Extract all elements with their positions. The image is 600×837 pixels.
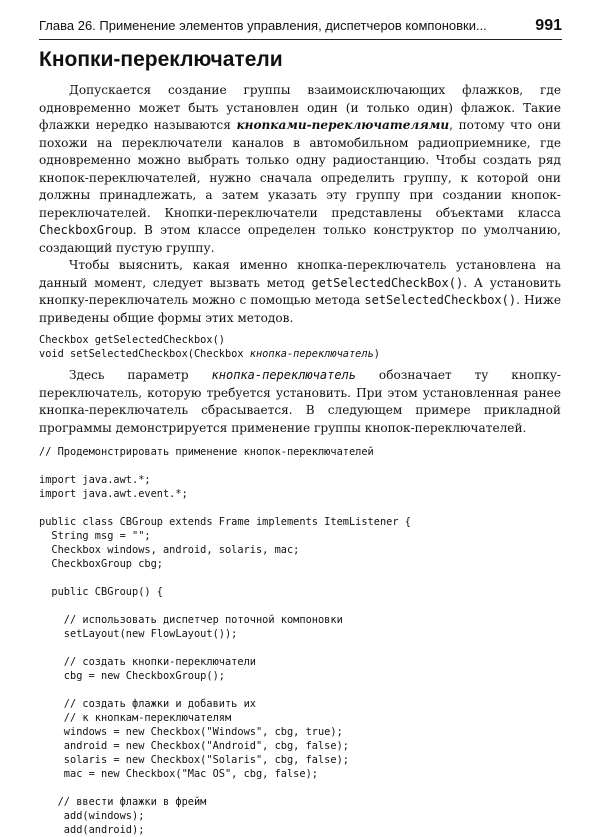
text-run: Здесь параметр bbox=[69, 368, 212, 382]
paragraph-intro bbox=[39, 82, 561, 257]
page-body bbox=[39, 82, 561, 837]
running-title: Глава 26. Применение элементов управления, диспетчеров компоновки... bbox=[39, 18, 487, 33]
code-inline: setSelectedCheckbox() bbox=[364, 293, 517, 307]
header-rule bbox=[39, 39, 562, 40]
signature-line: Checkbox getSelectedCheckbox() bbox=[39, 334, 225, 346]
running-header bbox=[39, 14, 562, 38]
text-run: Допускается создание группы взаимоисключающих флажков, где одновременно может быть установлен один (и только один) флажок. Такие флажки нередко называются bbox=[39, 83, 561, 132]
paragraph-methods bbox=[39, 257, 561, 327]
code-text: void setSelectedCheckbox(Checkbox bbox=[39, 348, 250, 360]
section-title: Кнопки-переключатели bbox=[39, 48, 283, 71]
method-signatures bbox=[39, 333, 561, 361]
code-inline: getSelectedCheckBox() bbox=[311, 275, 464, 290]
code-text: ) bbox=[373, 348, 380, 360]
page-number: 991 bbox=[535, 17, 562, 34]
text-run: . В этом классе определен только конструктор по умолчанию, создающий пустую группу. bbox=[39, 223, 561, 255]
text-run: Чтобы выяснить, какая именно кнопка-переключатель установлена на данный момент, следует вызвать метод bbox=[39, 258, 561, 290]
text-run: обозначает ту кнопку-переключатель, которую требуется установить. При этом установленная ранее кнопка-переключатель сбрасывается. В следующем примере прикладной программы демонстрируется применение группы кнопок-переключателей. bbox=[39, 368, 561, 435]
signature-line bbox=[39, 347, 561, 361]
text-run: . А установить кнопку-переключатель можно с помощью метода bbox=[39, 275, 561, 307]
code-param: кнопка-переключатель bbox=[211, 368, 357, 382]
code-inline: CheckboxGroup bbox=[39, 223, 133, 237]
text-run: . Ниже приведены общие формы этих методов. bbox=[39, 293, 562, 325]
term-emphasis: кнопками-переключателями bbox=[236, 118, 450, 132]
paragraph-explanation bbox=[39, 367, 561, 437]
code-param: кнопка-переключатель bbox=[249, 348, 374, 360]
code-listing: // Продемонстрировать применение кнопок-переключателей import java.awt.*; import java.awt.event.*; public class CBGroup extends Frame implements ItemListener { String msg = ""; Checkbox windows, android, solaris, mac; CheckboxGroup cbg; public CBGroup() { // использовать диспетчер поточной компоновки setLayout(new FlowLayout()); // создать кнопки-переключатели cbg = new CheckboxGroup(); // создать флажки и добавить их // к кнопкам-переключателям windows = new Checkbox("Windows", cbg, true); android = new Checkbox("Android", cbg, false); solaris = new Checkbox("Solaris", cbg, false); mac = new Checkbox("Mac OS", cbg, false); // ввести флажки в фрейм add(windows); add(android); bbox=[39, 446, 411, 836]
text-run: , потому что они похожи на переключатели каналов в автомобильном радиоприемнике, где одновременно можно выбрать только одну радиостанцию. Чтобы создать ряд кнопок-переключателей, нужно сначала определить группу, к которой они должны принадлежать, а затем указать эту группу при создании кнопок-переключателей. Кнопки-переключатели представлены объектами класса bbox=[39, 118, 561, 220]
